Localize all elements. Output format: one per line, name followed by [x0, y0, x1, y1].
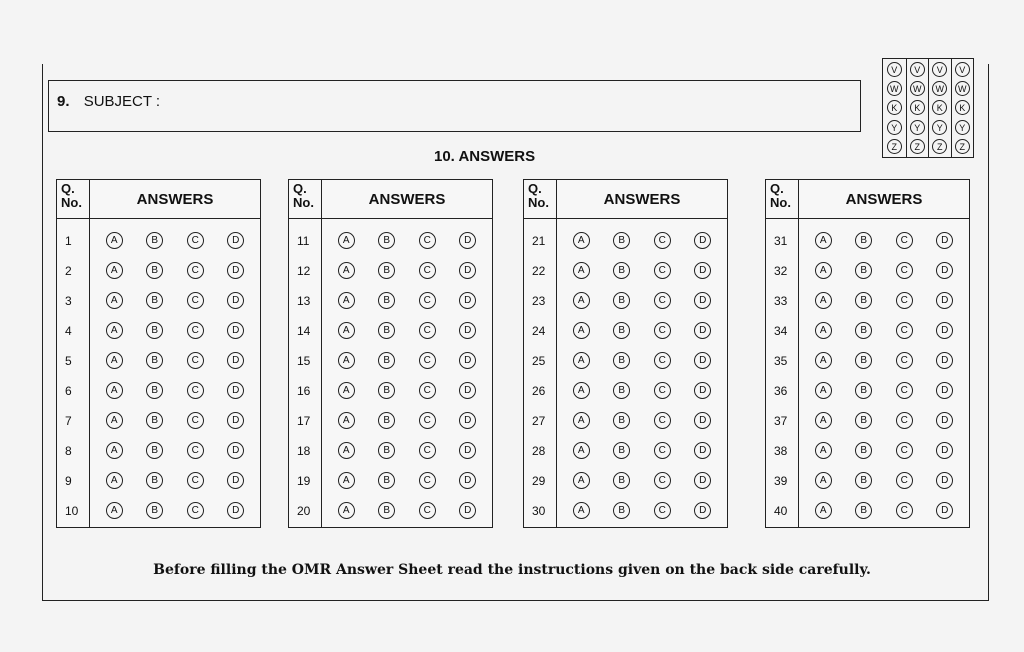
question-number: 2 [65, 264, 72, 278]
code-bubble-k[interactable]: K [910, 100, 925, 115]
question-number: 9 [65, 474, 72, 488]
bubble-column [799, 219, 969, 528]
answer-row [557, 290, 727, 320]
option-bubble-c[interactable]: C [896, 472, 913, 489]
option-bubble-b[interactable]: B [146, 502, 163, 519]
option-bubble-d[interactable]: D [459, 352, 476, 369]
option-bubble-d[interactable]: D [459, 502, 476, 519]
option-bubble-a[interactable]: A [815, 292, 832, 309]
answer-row [557, 320, 727, 350]
answer-row [90, 410, 260, 440]
option-bubble-a[interactable]: A [815, 382, 832, 399]
option-bubble-a[interactable]: A [573, 232, 590, 249]
option-bubble-d[interactable]: D [936, 352, 953, 369]
option-bubble-a[interactable]: A [338, 322, 355, 339]
option-bubble-a[interactable]: A [338, 262, 355, 279]
option-bubble-c[interactable]: C [896, 292, 913, 309]
question-number: 37 [774, 414, 788, 428]
option-bubble-a[interactable]: A [338, 472, 355, 489]
option-bubble-a[interactable]: A [106, 472, 123, 489]
question-number: 36 [774, 384, 788, 398]
answer-row [90, 260, 260, 290]
bubble-column [90, 219, 260, 528]
option-bubble-c[interactable]: C [896, 502, 913, 519]
code-bubble-w[interactable]: W [932, 81, 947, 96]
option-bubble-a[interactable]: A [338, 352, 355, 369]
option-bubble-b[interactable]: B [613, 232, 630, 249]
option-bubble-d[interactable]: D [227, 502, 244, 519]
option-bubble-c[interactable]: C [187, 292, 204, 309]
option-bubble-c[interactable]: C [419, 412, 436, 429]
bubble-column [557, 219, 727, 528]
answer-row [799, 230, 969, 260]
option-bubble-a[interactable]: A [106, 292, 123, 309]
question-number: 7 [65, 414, 72, 428]
question-number: 27 [532, 414, 546, 428]
option-bubble-b[interactable]: B [146, 292, 163, 309]
option-bubble-c[interactable]: C [419, 442, 436, 459]
answer-row [90, 290, 260, 320]
option-bubble-b[interactable]: B [855, 322, 872, 339]
option-bubble-b[interactable]: B [378, 262, 395, 279]
question-number: 38 [774, 444, 788, 458]
option-bubble-d[interactable]: D [227, 442, 244, 459]
option-bubble-a[interactable]: A [338, 232, 355, 249]
qno-header: Q. No. [524, 180, 557, 218]
question-number-column [524, 219, 557, 528]
question-number: 21 [532, 234, 546, 248]
option-bubble-b[interactable]: B [378, 352, 395, 369]
option-bubble-b[interactable]: B [146, 412, 163, 429]
option-bubble-b[interactable]: B [146, 472, 163, 489]
option-bubble-c[interactable]: C [654, 442, 671, 459]
qno-header: Q. No. [57, 180, 90, 218]
option-bubble-a[interactable]: A [573, 412, 590, 429]
question-number: 1 [65, 234, 72, 248]
option-bubble-b[interactable]: B [378, 502, 395, 519]
option-bubble-b[interactable]: B [613, 292, 630, 309]
footer-instruction: Before filling the OMR Answer Sheet read the instructions given on the back side carefully. [153, 562, 871, 578]
code-bubble-k[interactable]: K [887, 100, 902, 115]
answer-block [523, 179, 728, 528]
answer-row [557, 260, 727, 290]
code-column [906, 59, 929, 157]
option-bubble-c[interactable]: C [654, 262, 671, 279]
answer-row [557, 440, 727, 470]
option-bubble-b[interactable]: B [855, 412, 872, 429]
question-number: 32 [774, 264, 788, 278]
code-bubble-w[interactable]: W [955, 81, 970, 96]
option-bubble-a[interactable]: A [338, 382, 355, 399]
question-number: 25 [532, 354, 546, 368]
option-bubble-b[interactable]: B [146, 322, 163, 339]
option-bubble-a[interactable]: A [815, 442, 832, 459]
question-number: 39 [774, 474, 788, 488]
option-bubble-c[interactable]: C [419, 232, 436, 249]
code-bubble-y[interactable]: Y [887, 120, 902, 135]
option-bubble-b[interactable]: B [378, 472, 395, 489]
answers-header: ANSWERS [845, 190, 923, 208]
option-bubble-d[interactable]: D [227, 472, 244, 489]
question-number: 3 [65, 294, 72, 308]
answer-row [557, 500, 727, 530]
option-bubble-a[interactable]: A [106, 232, 123, 249]
option-bubble-a[interactable]: A [573, 472, 590, 489]
option-bubble-d[interactable]: D [694, 412, 711, 429]
option-bubble-a[interactable]: A [573, 382, 590, 399]
question-number: 18 [297, 444, 311, 458]
option-bubble-b[interactable]: B [855, 292, 872, 309]
option-bubble-d[interactable]: D [936, 232, 953, 249]
option-bubble-d[interactable]: D [459, 232, 476, 249]
option-bubble-c[interactable]: C [654, 292, 671, 309]
answer-row [90, 500, 260, 530]
code-bubble-y[interactable]: Y [955, 120, 970, 135]
answer-row [322, 290, 492, 320]
option-bubble-a[interactable]: A [338, 412, 355, 429]
answer-row [557, 230, 727, 260]
option-bubble-d[interactable]: D [936, 292, 953, 309]
code-bubble-v[interactable]: V [955, 62, 970, 77]
option-bubble-b[interactable]: B [613, 322, 630, 339]
answers-section-title: 10. ANSWERS [434, 148, 536, 165]
question-number: 30 [532, 504, 546, 518]
option-bubble-c[interactable]: C [187, 232, 204, 249]
question-number: 8 [65, 444, 72, 458]
code-bubble-y[interactable]: Y [910, 120, 925, 135]
option-bubble-d[interactable]: D [459, 292, 476, 309]
option-bubble-c[interactable]: C [187, 262, 204, 279]
option-bubble-c[interactable]: C [419, 472, 436, 489]
option-bubble-a[interactable]: A [573, 442, 590, 459]
option-bubble-b[interactable]: B [855, 352, 872, 369]
question-number-column [57, 219, 90, 528]
option-bubble-b[interactable]: B [146, 262, 163, 279]
answer-block-header [766, 180, 969, 219]
option-bubble-b[interactable]: B [855, 442, 872, 459]
answer-row [799, 410, 969, 440]
option-bubble-b[interactable]: B [855, 262, 872, 279]
code-bubble-v[interactable]: V [910, 62, 925, 77]
answer-row [322, 470, 492, 500]
option-bubble-c[interactable]: C [896, 382, 913, 399]
answer-row [799, 500, 969, 530]
option-bubble-d[interactable]: D [936, 382, 953, 399]
answer-row [322, 410, 492, 440]
question-number: 29 [532, 474, 546, 488]
option-bubble-c[interactable]: C [896, 412, 913, 429]
answer-block-header [524, 180, 727, 219]
answer-row [557, 410, 727, 440]
option-bubble-c[interactable]: C [419, 292, 436, 309]
option-bubble-d[interactable]: D [936, 262, 953, 279]
answer-row [90, 350, 260, 380]
option-bubble-d[interactable]: D [694, 502, 711, 519]
answer-block-header [57, 180, 260, 219]
option-bubble-b[interactable]: B [613, 472, 630, 489]
code-column [928, 59, 951, 157]
option-bubble-b[interactable]: B [855, 472, 872, 489]
option-bubble-c[interactable]: C [654, 322, 671, 339]
answer-row [799, 290, 969, 320]
option-bubble-d[interactable]: D [227, 232, 244, 249]
question-number-column [289, 219, 322, 528]
answer-row [799, 470, 969, 500]
code-column [883, 59, 906, 157]
question-number: 22 [532, 264, 546, 278]
option-bubble-c[interactable]: C [187, 472, 204, 489]
option-bubble-b[interactable]: B [613, 412, 630, 429]
option-bubble-b[interactable]: B [378, 442, 395, 459]
option-bubble-d[interactable]: D [459, 412, 476, 429]
answer-block [765, 179, 970, 528]
option-bubble-d[interactable]: D [694, 382, 711, 399]
code-bubble-y[interactable]: Y [932, 120, 947, 135]
option-bubble-d[interactable]: D [227, 322, 244, 339]
option-bubble-d[interactable]: D [936, 442, 953, 459]
question-number: 5 [65, 354, 72, 368]
question-number: 34 [774, 324, 788, 338]
question-number: 13 [297, 294, 311, 308]
option-bubble-b[interactable]: B [613, 352, 630, 369]
option-bubble-c[interactable]: C [187, 322, 204, 339]
option-bubble-c[interactable]: C [187, 382, 204, 399]
question-number: 11 [297, 234, 310, 248]
option-bubble-d[interactable]: D [936, 472, 953, 489]
answer-block-header [289, 180, 492, 219]
code-column [951, 59, 974, 157]
question-number: 28 [532, 444, 546, 458]
code-bubble-w[interactable]: W [910, 81, 925, 96]
option-bubble-c[interactable]: C [187, 442, 204, 459]
option-bubble-c[interactable]: C [654, 472, 671, 489]
answer-row [799, 260, 969, 290]
code-bubble-grid [882, 58, 974, 158]
option-bubble-b[interactable]: B [378, 232, 395, 249]
answer-row [322, 380, 492, 410]
option-bubble-a[interactable]: A [106, 262, 123, 279]
option-bubble-b[interactable]: B [613, 262, 630, 279]
option-bubble-b[interactable]: B [146, 442, 163, 459]
subject-label: SUBJECT : [83, 93, 161, 110]
option-bubble-c[interactable]: C [419, 322, 436, 339]
question-number: 15 [297, 354, 311, 368]
option-bubble-d[interactable]: D [694, 232, 711, 249]
answers-header: ANSWERS [603, 190, 681, 208]
option-bubble-b[interactable]: B [613, 382, 630, 399]
option-bubble-b[interactable]: B [378, 382, 395, 399]
option-bubble-b[interactable]: B [146, 382, 163, 399]
answer-row [799, 320, 969, 350]
option-bubble-c[interactable]: C [187, 502, 204, 519]
option-bubble-a[interactable]: A [338, 442, 355, 459]
option-bubble-a[interactable]: A [573, 292, 590, 309]
answer-row [799, 350, 969, 380]
option-bubble-b[interactable]: B [378, 292, 395, 309]
question-number: 31 [774, 234, 788, 248]
option-bubble-c[interactable]: C [419, 352, 436, 369]
answer-row [322, 500, 492, 530]
answer-row [557, 380, 727, 410]
option-bubble-a[interactable]: A [338, 502, 355, 519]
option-bubble-c[interactable]: C [896, 262, 913, 279]
answer-row [90, 230, 260, 260]
option-bubble-c[interactable]: C [419, 382, 436, 399]
option-bubble-c[interactable]: C [187, 352, 204, 369]
option-bubble-a[interactable]: A [573, 322, 590, 339]
question-number: 33 [774, 294, 788, 308]
question-number: 16 [297, 384, 311, 398]
qno-header: Q. No. [766, 180, 799, 218]
code-bubble-w[interactable]: W [887, 81, 902, 96]
option-bubble-c[interactable]: C [896, 352, 913, 369]
option-bubble-a[interactable]: A [815, 262, 832, 279]
option-bubble-a[interactable]: A [106, 382, 123, 399]
code-bubble-z[interactable]: Z [932, 139, 947, 154]
option-bubble-a[interactable]: A [106, 442, 123, 459]
option-bubble-c[interactable]: C [896, 322, 913, 339]
option-bubble-b[interactable]: B [855, 232, 872, 249]
option-bubble-a[interactable]: A [815, 502, 832, 519]
answer-row [799, 440, 969, 470]
option-bubble-a[interactable]: A [106, 412, 123, 429]
option-bubble-d[interactable]: D [227, 382, 244, 399]
option-bubble-c[interactable]: C [896, 442, 913, 459]
answer-block [288, 179, 493, 528]
code-bubble-z[interactable]: Z [887, 139, 902, 154]
option-bubble-b[interactable]: B [378, 322, 395, 339]
option-bubble-c[interactable]: C [419, 262, 436, 279]
option-bubble-b[interactable]: B [146, 232, 163, 249]
answer-row [557, 350, 727, 380]
option-bubble-c[interactable]: C [419, 502, 436, 519]
option-bubble-a[interactable]: A [815, 232, 832, 249]
option-bubble-d[interactable]: D [936, 502, 953, 519]
question-number: 24 [532, 324, 546, 338]
option-bubble-a[interactable]: A [815, 412, 832, 429]
option-bubble-d[interactable]: D [936, 322, 953, 339]
option-bubble-d[interactable]: D [694, 262, 711, 279]
answer-row [322, 320, 492, 350]
option-bubble-d[interactable]: D [694, 292, 711, 309]
option-bubble-b[interactable]: B [378, 412, 395, 429]
option-bubble-c[interactable]: C [654, 412, 671, 429]
option-bubble-c[interactable]: C [654, 232, 671, 249]
answer-row [799, 380, 969, 410]
option-bubble-d[interactable]: D [459, 262, 476, 279]
option-bubble-b[interactable]: B [855, 502, 872, 519]
option-bubble-d[interactable]: D [459, 472, 476, 489]
code-bubble-k[interactable]: K [932, 100, 947, 115]
option-bubble-a[interactable]: A [106, 322, 123, 339]
answer-row [322, 260, 492, 290]
option-bubble-a[interactable]: A [573, 262, 590, 279]
code-bubble-v[interactable]: V [932, 62, 947, 77]
question-number: 12 [297, 264, 311, 278]
option-bubble-c[interactable]: C [187, 412, 204, 429]
question-number: 14 [297, 324, 311, 338]
answer-row [557, 470, 727, 500]
option-bubble-d[interactable]: D [459, 322, 476, 339]
answer-row [90, 440, 260, 470]
option-bubble-d[interactable]: D [694, 442, 711, 459]
answer-row [322, 350, 492, 380]
option-bubble-a[interactable]: A [573, 352, 590, 369]
option-bubble-a[interactable]: A [815, 322, 832, 339]
option-bubble-a[interactable]: A [338, 292, 355, 309]
question-number: 17 [297, 414, 311, 428]
option-bubble-a[interactable]: A [573, 502, 590, 519]
option-bubble-d[interactable]: D [694, 472, 711, 489]
option-bubble-b[interactable]: B [613, 442, 630, 459]
option-bubble-c[interactable]: C [654, 352, 671, 369]
bubble-column [322, 219, 492, 528]
answers-header: ANSWERS [136, 190, 214, 208]
code-bubble-z[interactable]: Z [910, 139, 925, 154]
answer-row [322, 230, 492, 260]
option-bubble-d[interactable]: D [227, 352, 244, 369]
option-bubble-c[interactable]: C [896, 232, 913, 249]
option-bubble-d[interactable]: D [694, 322, 711, 339]
answer-row [90, 470, 260, 500]
question-number: 4 [65, 324, 72, 338]
qno-header: Q. No. [289, 180, 322, 218]
option-bubble-d[interactable]: D [227, 262, 244, 279]
option-bubble-d[interactable]: D [459, 442, 476, 459]
option-bubble-a[interactable]: A [106, 352, 123, 369]
option-bubble-a[interactable]: A [106, 502, 123, 519]
answer-block [56, 179, 261, 528]
question-number: 20 [297, 504, 311, 518]
option-bubble-c[interactable]: C [654, 502, 671, 519]
option-bubble-c[interactable]: C [654, 382, 671, 399]
option-bubble-d[interactable]: D [694, 352, 711, 369]
code-bubble-z[interactable]: Z [955, 139, 970, 154]
option-bubble-b[interactable]: B [855, 382, 872, 399]
question-number: 10 [65, 504, 79, 518]
question-number: 26 [532, 384, 546, 398]
question-number: 23 [532, 294, 546, 308]
option-bubble-d[interactable]: D [936, 412, 953, 429]
question-number: 6 [65, 384, 72, 398]
answer-row [90, 320, 260, 350]
question-number: 19 [297, 474, 311, 488]
answers-header: ANSWERS [368, 190, 446, 208]
question-number-column [766, 219, 799, 528]
option-bubble-a[interactable]: A [815, 472, 832, 489]
answer-row [90, 380, 260, 410]
question-number: 40 [774, 504, 788, 518]
code-bubble-k[interactable]: K [955, 100, 970, 115]
option-bubble-d[interactable]: D [227, 292, 244, 309]
option-bubble-b[interactable]: B [146, 352, 163, 369]
question-number: 35 [774, 354, 788, 368]
option-bubble-b[interactable]: B [613, 502, 630, 519]
subject-field[interactable] [48, 80, 861, 132]
answer-row [322, 440, 492, 470]
option-bubble-a[interactable]: A [815, 352, 832, 369]
option-bubble-d[interactable]: D [227, 412, 244, 429]
code-bubble-v[interactable]: V [887, 62, 902, 77]
subject-number: 9. [57, 93, 70, 110]
option-bubble-d[interactable]: D [459, 382, 476, 399]
